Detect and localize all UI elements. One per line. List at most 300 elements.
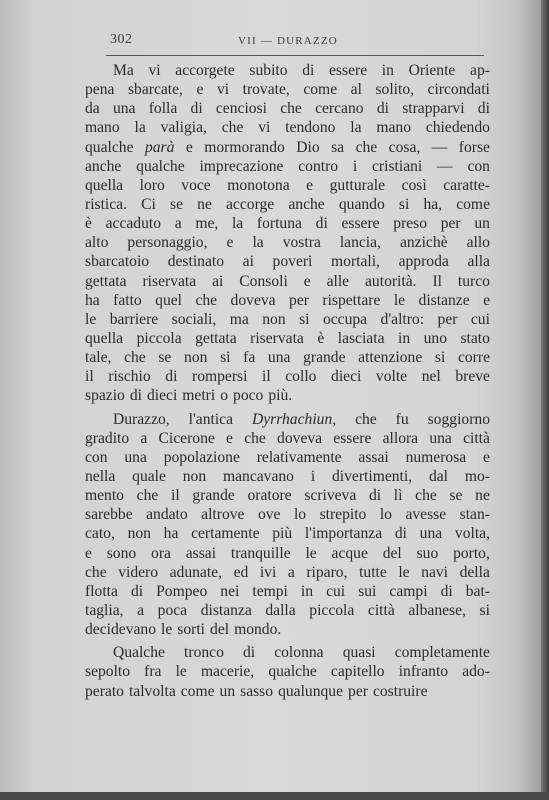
word: mortali,	[331, 253, 380, 271]
word: lo	[293, 506, 307, 524]
word: e	[196, 81, 204, 99]
word: Pompeo	[156, 582, 208, 600]
word: strapparvi	[402, 100, 465, 118]
word: non	[184, 349, 208, 367]
word: come	[303, 81, 338, 99]
text-line	[85, 291, 490, 310]
word: non	[127, 525, 151, 543]
word: le	[305, 544, 317, 562]
word: di	[130, 582, 144, 600]
word: città	[463, 429, 490, 447]
word: rompersi	[192, 368, 248, 386]
word: alla	[467, 253, 490, 271]
word: forse	[458, 138, 490, 156]
word: una	[429, 429, 452, 447]
word: in	[397, 329, 411, 347]
word: poca	[157, 601, 188, 619]
word: ai	[242, 253, 254, 271]
word: a	[137, 601, 145, 619]
word: d'altro:	[380, 310, 425, 328]
word: tutte	[359, 563, 387, 581]
word: che	[415, 487, 437, 505]
word: relativamente	[256, 448, 342, 466]
word: distanze	[418, 291, 470, 309]
word: mormorando	[204, 138, 285, 156]
header-rule	[106, 55, 484, 56]
word: ristica.	[85, 195, 127, 213]
word: dal	[428, 467, 448, 485]
text-line	[85, 601, 490, 620]
word: un	[219, 682, 236, 700]
word: il	[262, 368, 271, 386]
paragraph	[85, 643, 490, 700]
word: che	[355, 138, 378, 156]
word: a	[287, 563, 295, 581]
word: lo	[379, 506, 392, 524]
word: certamente	[191, 525, 260, 543]
word: i	[352, 157, 358, 175]
word: di	[440, 582, 453, 600]
word: grande	[192, 487, 235, 505]
page-bottom-edge	[0, 792, 549, 800]
word: barriere	[109, 310, 159, 328]
word: i	[310, 467, 316, 485]
word: folla	[148, 100, 178, 118]
word: ne	[197, 195, 212, 213]
word: personaggio,	[127, 234, 208, 252]
word: porto,	[453, 544, 490, 562]
word: con	[85, 448, 108, 466]
word: voce	[181, 176, 211, 194]
word: a	[140, 429, 148, 447]
word: una	[419, 525, 443, 543]
paragraph	[85, 61, 490, 406]
word: non	[262, 310, 286, 328]
page-edge	[541, 0, 549, 800]
word: albanese,	[408, 601, 466, 619]
word: oratore	[247, 487, 292, 505]
word: gutturale	[329, 176, 386, 194]
word: colonna	[274, 644, 324, 662]
word: allo	[466, 234, 490, 252]
word: assai	[358, 448, 389, 466]
word: mano	[376, 119, 412, 137]
word: contro	[298, 157, 339, 175]
word: si	[479, 601, 490, 619]
word: una	[267, 349, 291, 367]
word: accorgete	[175, 62, 235, 79]
word: anche	[288, 195, 325, 213]
word: suo	[416, 544, 439, 562]
word: al	[350, 81, 362, 99]
word: sa	[331, 138, 345, 156]
word: breve	[455, 368, 490, 386]
word: soggiorno	[427, 410, 490, 428]
word: quando	[338, 195, 385, 213]
word: Qualche	[113, 644, 165, 662]
word: sui	[358, 582, 377, 600]
word: caratte-	[443, 176, 490, 194]
word: sbarcatoio	[85, 253, 150, 271]
word: una	[124, 448, 147, 466]
word: popolazione	[163, 448, 240, 466]
word: e	[303, 272, 311, 290]
word: e	[306, 176, 314, 194]
text-line	[85, 99, 490, 118]
word: assai	[185, 544, 217, 562]
word: un	[474, 215, 490, 233]
word: sociali,	[171, 310, 217, 328]
word: le	[85, 310, 97, 328]
word: fu	[395, 410, 409, 428]
word: cui	[470, 310, 490, 328]
word: decidevano	[85, 621, 157, 639]
word: trovate,	[242, 81, 290, 99]
word: strepito	[319, 506, 367, 524]
word: vi	[216, 81, 230, 99]
body-text	[85, 61, 490, 701]
word: Dio	[296, 138, 320, 156]
word: di	[302, 62, 315, 79]
word: da	[85, 100, 100, 118]
word: mento	[85, 487, 124, 505]
word: sarebbe	[85, 506, 133, 524]
word: nella	[85, 467, 116, 485]
word: che	[136, 487, 159, 505]
word: vi	[148, 62, 161, 79]
word: rispettare	[322, 291, 381, 309]
word: ha	[163, 525, 179, 543]
word: Durazzo,	[113, 410, 170, 428]
word: essere	[329, 62, 368, 79]
text-line	[85, 486, 490, 505]
word: poco	[233, 387, 264, 405]
text-line	[85, 367, 490, 386]
text-line	[85, 524, 490, 543]
word: scriveva	[304, 487, 357, 505]
word: di	[394, 525, 407, 543]
text-line	[85, 348, 490, 367]
running-head: VII — DURAZZO	[238, 35, 338, 47]
word: le	[393, 291, 406, 309]
word: bat-	[465, 582, 490, 600]
word: ma	[229, 310, 249, 328]
word: uno	[423, 329, 447, 347]
word: tempi	[252, 582, 288, 600]
word: più.	[268, 387, 293, 405]
word: essere	[333, 429, 372, 447]
word: ap-	[470, 62, 490, 79]
word: e	[226, 234, 234, 252]
text-line	[85, 582, 490, 601]
text-line	[85, 662, 490, 681]
word: che	[244, 429, 266, 447]
word: la	[350, 119, 362, 137]
word: qualunque	[278, 682, 344, 700]
word: sepolto	[85, 663, 131, 681]
text-line	[85, 410, 490, 429]
word: non	[182, 467, 207, 485]
word: alle	[326, 272, 350, 290]
word: accaduto	[105, 215, 162, 233]
text-line	[85, 138, 490, 157]
word: la	[134, 119, 146, 137]
word: —	[437, 157, 453, 175]
word: solito,	[375, 81, 415, 99]
word: grande	[303, 349, 346, 367]
word: poveri	[272, 253, 313, 271]
text-line	[85, 157, 490, 176]
word: se	[449, 487, 463, 505]
word: come	[456, 195, 490, 213]
word: che	[124, 349, 146, 367]
word: Cicerone	[158, 429, 215, 447]
word: che	[195, 291, 218, 309]
word: campi	[389, 582, 428, 600]
word: divertimenti,	[331, 467, 413, 485]
word: qualche	[136, 157, 185, 175]
word: subito	[249, 62, 288, 79]
word: è	[85, 215, 92, 233]
word: sbarcate,	[127, 81, 183, 99]
text-line	[85, 176, 490, 195]
word: dieci	[146, 387, 178, 405]
word: tranquille	[230, 544, 291, 562]
word: l'importanza	[304, 525, 383, 543]
word: ed	[233, 563, 249, 581]
word: valigia,	[160, 119, 207, 137]
word: se	[170, 195, 184, 213]
word: cui	[326, 582, 346, 600]
word: quel	[155, 291, 183, 309]
word: le	[175, 663, 187, 681]
word: per	[437, 310, 458, 328]
word: di	[129, 387, 142, 405]
word: cenciosi	[215, 100, 267, 118]
word: di	[477, 100, 490, 118]
word: una	[112, 100, 136, 118]
word: essere	[341, 215, 380, 233]
word: più	[272, 525, 293, 543]
text-line	[85, 544, 490, 563]
word: la	[252, 234, 264, 252]
text-line	[85, 214, 490, 233]
word: lì	[393, 487, 403, 505]
word: piccola	[309, 601, 355, 619]
word: ado-	[462, 663, 490, 681]
word: navi	[421, 563, 449, 581]
text-line	[85, 118, 490, 137]
text-line	[85, 429, 490, 448]
word: turco	[457, 272, 490, 290]
word: nel	[421, 368, 441, 386]
word: ha,	[423, 195, 443, 213]
word: ha	[85, 291, 100, 309]
word: ne	[475, 487, 490, 505]
word: si	[398, 195, 410, 213]
word: numerosa	[405, 448, 467, 466]
text-line	[85, 682, 490, 701]
word: stato	[460, 329, 490, 347]
word: Consoli	[239, 272, 288, 290]
word: che	[221, 119, 244, 137]
word: destinato	[167, 253, 225, 271]
word: e	[226, 429, 233, 447]
word: l'antica	[188, 410, 234, 428]
word: doveva	[277, 429, 323, 447]
text-line	[85, 195, 490, 214]
word: Il	[432, 272, 442, 290]
word: quasi	[342, 644, 376, 662]
word: metri	[182, 387, 216, 405]
word: capitello	[330, 663, 385, 681]
word: fa	[243, 349, 256, 367]
word: riservata	[250, 329, 304, 347]
word: mancavano	[222, 467, 294, 485]
word: e	[483, 448, 490, 466]
word: tronco	[184, 644, 224, 662]
word: ai	[212, 272, 224, 290]
page-header	[110, 32, 483, 52]
text-line	[85, 467, 490, 486]
word: fatto	[113, 291, 142, 309]
word: taglia,	[85, 601, 124, 619]
word: di	[190, 100, 203, 118]
word: città	[367, 601, 395, 619]
text-line	[85, 233, 490, 252]
word: o	[220, 387, 229, 405]
word: corre	[457, 349, 490, 367]
word: approda	[398, 253, 449, 271]
word: ora	[151, 544, 171, 562]
word: di	[165, 368, 178, 386]
word: e	[483, 291, 490, 309]
word: volte	[375, 368, 408, 386]
word: come	[180, 682, 215, 700]
word: sorti	[177, 621, 206, 639]
word: mano	[85, 119, 120, 137]
word: infranto	[398, 663, 449, 681]
word: ivi	[259, 563, 277, 581]
word: talvolta	[128, 682, 176, 700]
word: sono	[106, 544, 137, 562]
word: macerie,	[200, 663, 255, 681]
word: preso	[393, 215, 428, 233]
word: mo-	[464, 467, 490, 485]
word: chiedendo	[425, 119, 490, 137]
word: così	[401, 176, 427, 194]
word: del	[382, 544, 402, 562]
word: parà	[144, 138, 175, 156]
word: a	[174, 215, 182, 233]
word: me,	[195, 215, 219, 233]
word: adunate,	[169, 563, 222, 581]
word: la	[231, 215, 244, 233]
word: si	[220, 349, 231, 367]
word: tale,	[85, 349, 112, 367]
word: videro	[118, 563, 159, 581]
word: Ma	[113, 62, 134, 79]
word: del	[210, 621, 230, 639]
word: Ci	[141, 195, 156, 213]
text-line	[85, 448, 490, 467]
word: di	[315, 215, 328, 233]
word: fra	[144, 663, 162, 681]
word: volta,	[454, 525, 490, 543]
word: lancia,	[339, 234, 381, 252]
word: che	[85, 563, 107, 581]
paragraph	[85, 410, 490, 640]
word: flotta	[85, 582, 118, 600]
text-line	[85, 61, 490, 80]
word: fortuna	[256, 215, 302, 233]
word: cercano	[315, 100, 364, 118]
word: andato	[146, 506, 188, 524]
word: accorge	[226, 195, 275, 213]
word: altrove	[201, 506, 245, 524]
word: mondo.	[234, 621, 282, 639]
text-line	[85, 563, 490, 582]
page-number: 302	[110, 32, 133, 47]
word: imprecazione	[199, 157, 284, 175]
word: stan-	[459, 506, 490, 524]
word: lasciata	[337, 329, 385, 347]
word: cosa,	[388, 138, 421, 156]
word: le	[161, 621, 173, 639]
word: anche	[85, 157, 122, 175]
text-line	[85, 329, 490, 348]
word: qualche	[268, 663, 317, 681]
word: qualche	[85, 138, 134, 156]
word: per	[348, 682, 368, 700]
text-line	[85, 643, 490, 662]
word: gettata	[85, 272, 127, 290]
word: circondati	[427, 81, 490, 99]
word: distanza	[200, 601, 252, 619]
word: rischio	[108, 368, 151, 386]
word: il	[85, 368, 94, 386]
word: per	[440, 215, 461, 233]
word: gradito	[85, 429, 130, 447]
word: si	[434, 349, 446, 367]
word: loro	[139, 176, 165, 194]
text-line	[85, 620, 490, 639]
word: Dyrrhachiun,	[251, 410, 337, 428]
word: e	[185, 138, 193, 156]
word: dieci	[331, 368, 362, 386]
word: di	[242, 644, 256, 662]
word: completamente	[394, 644, 490, 662]
word: tendono	[285, 119, 336, 137]
word: pena	[85, 81, 115, 99]
word: con	[467, 157, 490, 175]
text-line	[85, 386, 490, 405]
word: avesse	[405, 506, 447, 524]
word: il	[171, 487, 180, 505]
word: riparo,	[306, 563, 348, 581]
word: Oriente	[408, 62, 456, 79]
word: doveva	[230, 291, 276, 309]
word: di	[376, 100, 389, 118]
word: quella	[85, 329, 124, 347]
word: gettata	[195, 329, 237, 347]
text-line	[85, 80, 490, 99]
word: acque	[331, 544, 368, 562]
word: collo	[285, 368, 317, 386]
word: perato	[85, 682, 124, 700]
word: di	[368, 487, 382, 505]
word: allora	[382, 429, 419, 447]
